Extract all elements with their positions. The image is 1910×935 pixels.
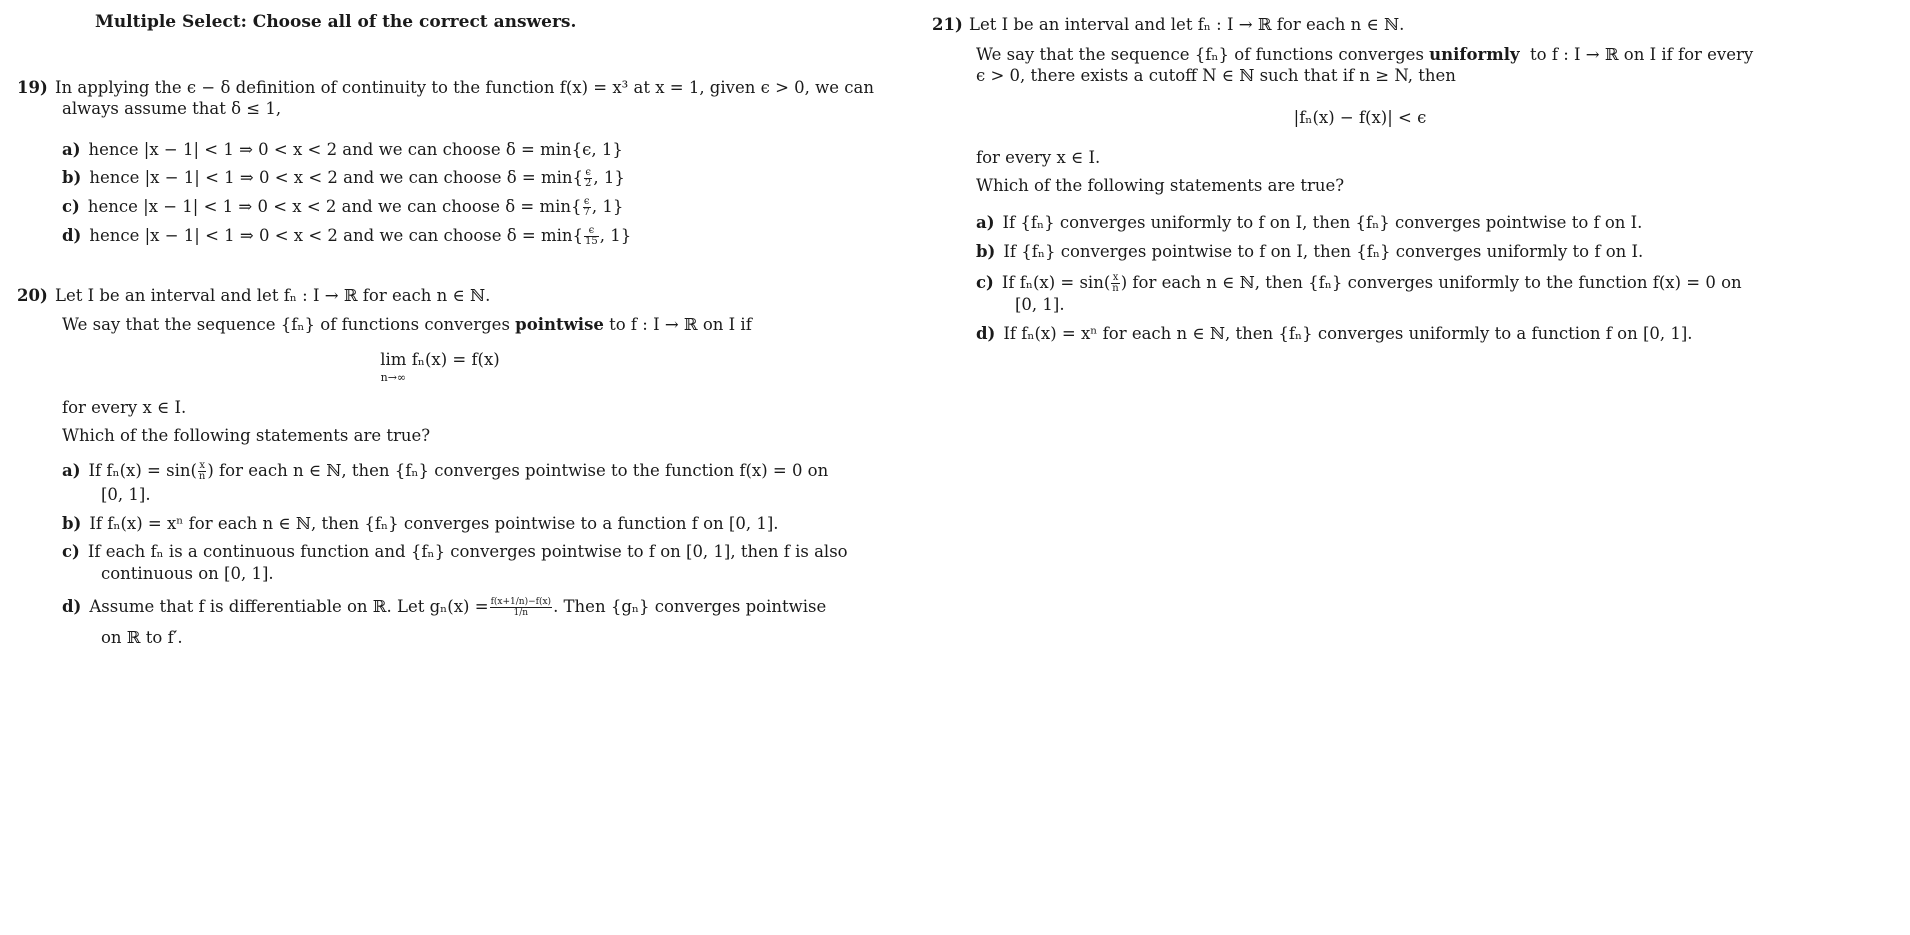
fraction: $\frac{f(x+1/n)-f(x)}{1/n}$ xyxy=(490,597,552,618)
option-label: b) xyxy=(976,242,996,261)
option-label: d) xyxy=(62,597,82,616)
option-label: b) xyxy=(62,514,82,533)
option-label: c) xyxy=(976,273,994,292)
definition: We say that the sequence {fₙ} of functions converges pointwise to f : I → ℝ on I if xyxy=(62,315,752,334)
fraction: $\frac{\epsilon}{15}$ xyxy=(585,225,598,247)
option-d[interactable] xyxy=(62,225,631,247)
fraction: $\frac{x}{n}$ xyxy=(198,460,206,482)
question-stem: Let I be an interval and let fₙ : I → ℝ for each n ∈ ℕ. xyxy=(969,15,1405,34)
question-number: 21) xyxy=(932,15,963,34)
for-every: for every x ∈ I. xyxy=(62,398,187,417)
option-label: d) xyxy=(976,324,996,343)
page-title: Multiple Select: Choose all of the correct answers. xyxy=(95,12,577,32)
option-a[interactable] xyxy=(62,139,623,160)
definition-term: uniformly xyxy=(1429,45,1520,64)
option-b[interactable]: b) If {fₙ} converges pointwise to f on I, then {fₙ} converges uniformly to f on I. xyxy=(976,242,1644,261)
question-stem-cont: always assume that δ ≤ 1, xyxy=(62,99,282,118)
option-text: hence |x − 1| < 1 ⇒ 0 < x < 2 and we can choose δ = min{ xyxy=(89,168,584,187)
option-label: a) xyxy=(62,140,81,159)
option-label: b) xyxy=(62,168,82,187)
question-stem: Let I be an interval and let fₙ : I → ℝ for each n ∈ ℕ. xyxy=(55,286,491,305)
option-a[interactable]: a) If {fₙ} converges uniformly to f on I, then {fₙ} converges pointwise to f on I. xyxy=(976,213,1643,232)
option-c-cont: [0, 1]. xyxy=(1015,295,1065,314)
question-number: 20) xyxy=(17,286,48,305)
definition-cont: ϵ > 0, there exists a cutoff N ∈ ℕ such that if n ≥ N, then xyxy=(976,66,1456,85)
option-d-cont: on ℝ to f′. xyxy=(101,628,183,647)
option-label: a) xyxy=(976,213,995,232)
question-prompt: Which of the following statements are true? xyxy=(976,176,1345,195)
option-c-cont: continuous on [0, 1]. xyxy=(101,564,274,583)
option-c[interactable]: c) If fₙ(x) = sin( $\frac{x}{n}$ ) for each n ∈ ℕ, then {fₙ} converges uniformly to the function f(x) = 0 on xyxy=(976,272,1742,294)
option-b[interactable] xyxy=(62,167,625,189)
option-text: hence |x − 1| < 1 ⇒ 0 < x < 2 and we can choose δ = min{ϵ, 1} xyxy=(88,140,623,159)
option-label: c) xyxy=(62,542,80,561)
option-a-cont: [0, 1]. xyxy=(101,485,151,504)
definition: We say that the sequence {fₙ} of functions converges uniformly to f : I → ℝ on I if for every xyxy=(976,45,1754,64)
fraction: $\frac{\epsilon}{2}$ xyxy=(585,167,592,189)
question-stem: In applying the ϵ − δ definition of continuity to the function f(x) = x³ at x = 1, given ϵ > 0, we can xyxy=(55,78,874,97)
option-text-end: , 1} xyxy=(593,168,625,187)
option-text-end: , 1} xyxy=(599,226,632,245)
fraction: $\frac{\epsilon}{7}$ xyxy=(583,196,590,218)
display-equation: |fₙ(x) − f(x)| < ϵ xyxy=(1293,108,1427,127)
option-label: c) xyxy=(62,197,80,216)
fraction: $\frac{x}{n}$ xyxy=(1112,272,1119,294)
option-c[interactable]: c) If each fₙ is a continuous function and {fₙ} converges pointwise to f on [0, 1], then f is also xyxy=(62,542,848,561)
option-d[interactable]: d) Assume that f is differentiable on ℝ. Let gₙ(x) = $\frac{f(x+1/n)-f(x)}{1/n}$ . Then {gₙ} converges pointwise xyxy=(62,597,827,618)
option-b[interactable]: b) If fₙ(x) = xⁿ for each n ∈ ℕ, then {fₙ} converges pointwise to a function f on [0, 1]. xyxy=(62,514,779,533)
definition-term: pointwise xyxy=(515,315,604,334)
question-prompt: Which of the following statements are true? xyxy=(62,426,431,445)
option-label: d) xyxy=(62,226,82,245)
option-text: hence |x − 1| < 1 ⇒ 0 < x < 2 and we can choose δ = min{ xyxy=(87,197,582,216)
display-equation: lim n→∞ fₙ(x) = f(x) xyxy=(380,350,500,384)
option-a[interactable]: a) If fₙ(x) = sin( $\frac{x}{n}$ ) for each n ∈ ℕ, then {fₙ} converges pointwise to the function f(x) = 0 on xyxy=(62,460,829,482)
option-d[interactable]: d) If fₙ(x) = xⁿ for each n ∈ ℕ, then {fₙ} converges uniformly to a function f on [0, 1]. xyxy=(976,324,1693,343)
option-text: hence |x − 1| < 1 ⇒ 0 < x < 2 and we can choose δ = min{ xyxy=(89,226,584,245)
option-c[interactable] xyxy=(62,196,623,218)
option-label: a) xyxy=(62,461,81,480)
question-number: 19) xyxy=(17,78,48,97)
for-every: for every x ∈ I. xyxy=(976,148,1101,167)
option-text-end: , 1} xyxy=(591,197,624,216)
